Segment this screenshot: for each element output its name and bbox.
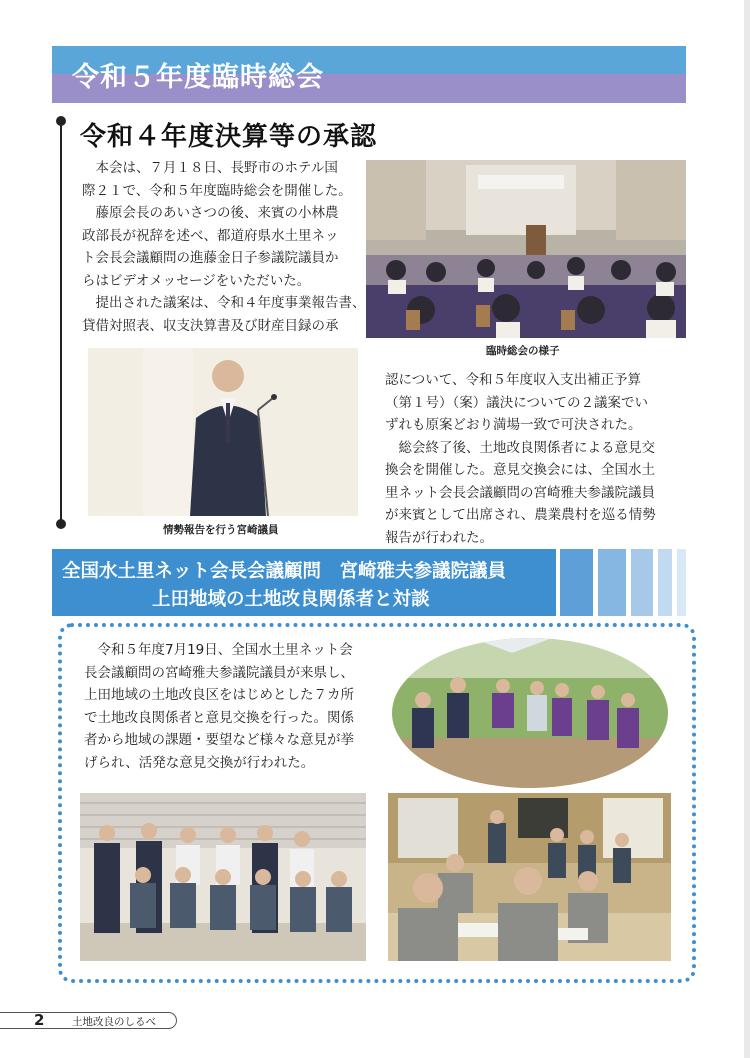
text-line: 藤原会長のあいさつの後、来賓の小林農 — [82, 205, 339, 221]
text-line: 提出された議案は、令和４年度事業報告書、 — [82, 295, 366, 311]
banner-stripe — [658, 549, 672, 616]
text-line: 長会議顧問の宮崎雅夫参議院議員が来県し、 — [84, 664, 354, 681]
publication-name: 土地改良のしるべ — [72, 1016, 156, 1028]
text-line: （第１号）（案）議決についての２議案でい — [385, 394, 648, 411]
banner-title: 令和５年度臨時総会 — [72, 62, 324, 93]
page-number: 2 — [34, 1011, 45, 1029]
article-text-left — [82, 157, 372, 337]
banner-stripe — [598, 549, 626, 616]
section2-title-line2: 上田地域の土地改良関係者と対談 — [152, 589, 430, 610]
page-edge — [744, 0, 750, 1058]
banner-stripe — [677, 549, 686, 616]
meeting-photo-caption: 臨時総会の様子 — [486, 345, 560, 357]
banner-stripe — [631, 549, 653, 616]
text-line: 者から地域の課題・要望など様々な意見が挙 — [84, 732, 354, 748]
text-line: 際２１で、令和５年度臨時総会を開催した。 — [82, 182, 352, 199]
text-line: 上田地域の土地改良区をはじめとした７カ所 — [84, 687, 354, 703]
text-line: 総会終了後、土地改良関係者による意見交 — [385, 439, 655, 456]
text-line: 認について、令和５年度収入支出補正予算 — [385, 372, 641, 388]
timeline-line — [60, 120, 62, 524]
text-line: げられ、活発な意見交換が行われた。 — [84, 754, 315, 771]
section2-title-line1: 全国水土里ネット会長会議顧問 宮崎雅夫参議院議員 — [62, 561, 507, 582]
section2-text — [84, 639, 384, 774]
text-line: 本会は、７月１８日、長野市のホテル国 — [82, 160, 338, 176]
text-line: 政部長が祝辞を述べ、都道府県水土里ネッ — [82, 227, 339, 244]
speaker-photo-caption: 情勢報告を行う宮崎議員 — [163, 524, 279, 536]
timeline-dot-bottom — [56, 519, 66, 529]
text-line: で土地改良関係者と意見交換を行った。関係 — [84, 709, 354, 726]
section2-banner — [52, 549, 556, 616]
meeting-photo — [366, 160, 686, 338]
text-line: 換会を開催した。意見交換会には、全国水土 — [385, 462, 655, 478]
speaker-photo — [88, 348, 358, 516]
text-line: 貸借対照表、収支決算書及び財産目録の承 — [82, 317, 339, 334]
banner-stripe — [560, 549, 593, 616]
indoor-meeting-photo — [388, 793, 671, 961]
text-line: 里ネット会長会議顧問の宮崎雅夫参議院議員 — [385, 484, 655, 501]
text-line: ト会長会議顧問の進藤金日子参議院議員か — [82, 250, 339, 266]
group-photo — [80, 793, 366, 961]
timeline-dot-top — [56, 116, 66, 126]
text-line: 令和５年度7月19日、全国水土里ネット会 — [84, 642, 353, 658]
article-text-right — [385, 369, 685, 549]
section-title: 令和４年度決算等の承認 — [80, 122, 378, 152]
text-line: らはビデオメッセージをいただいた。 — [82, 272, 311, 289]
text-line: 報告が行われた。 — [385, 529, 493, 546]
text-line: が来賓として出席され、農業農村を巡る情勢 — [385, 507, 656, 523]
outdoor-discussion-photo — [392, 638, 668, 788]
text-line: ずれも原案どおり満場一致で可決された。 — [385, 417, 642, 433]
header-banner — [52, 46, 686, 103]
